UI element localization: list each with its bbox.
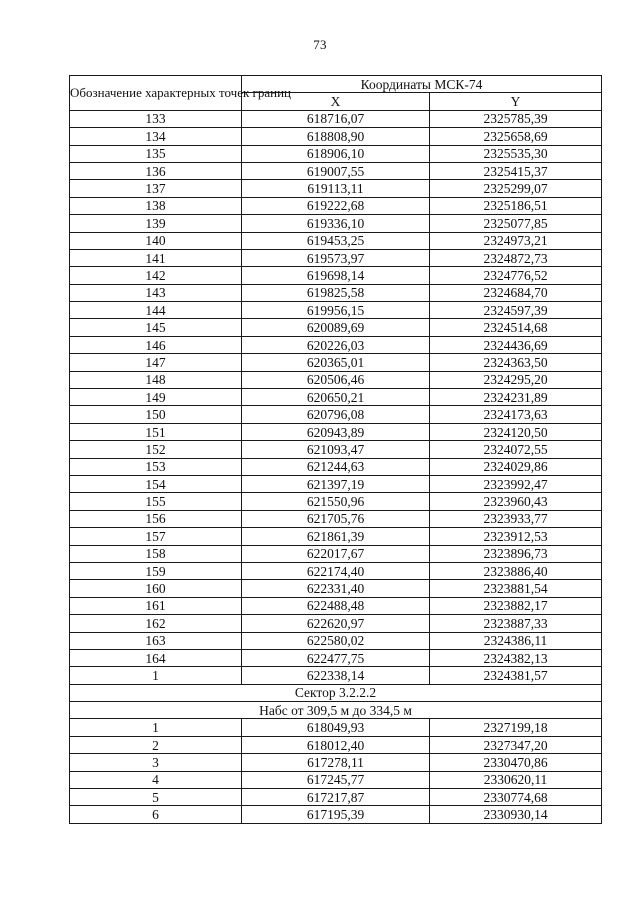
x-column-header: X (242, 93, 430, 110)
table-row (70, 475, 602, 492)
y-coordinate-cell: 2327347,20 (430, 736, 602, 753)
y-coordinate-cell: 2323960,43 (430, 493, 602, 510)
y-coordinate-cell: 2327199,18 (430, 719, 602, 736)
x-coordinate-cell: 618716,07 (242, 110, 430, 127)
point-id-cell: 158 (70, 545, 242, 562)
x-coordinate-cell: 622580,02 (242, 632, 430, 649)
point-id-cell: 140 (70, 232, 242, 249)
table-row (70, 354, 602, 371)
sector-row (70, 684, 602, 701)
y-coordinate-cell: 2325186,51 (430, 197, 602, 214)
y-coordinate-cell: 2323912,53 (430, 528, 602, 545)
y-coordinate-cell: 2325535,30 (430, 145, 602, 162)
point-id-cell: 141 (70, 249, 242, 266)
x-coordinate-cell: 618012,40 (242, 736, 430, 753)
table-row (70, 667, 602, 684)
table-row (70, 754, 602, 771)
x-coordinate-cell: 622620,97 (242, 615, 430, 632)
y-coordinate-cell: 2324776,52 (430, 267, 602, 284)
point-id-cell: 4 (70, 771, 242, 788)
table-row (70, 528, 602, 545)
table-row (70, 615, 602, 632)
point-id-cell: 146 (70, 336, 242, 353)
table-row (70, 632, 602, 649)
y-coordinate-cell: 2323882,17 (430, 597, 602, 614)
y-coordinate-cell: 2324386,11 (430, 632, 602, 649)
x-coordinate-cell: 620089,69 (242, 319, 430, 336)
point-id-cell: 163 (70, 632, 242, 649)
point-id-cell: 138 (70, 197, 242, 214)
y-coordinate-cell: 2323896,73 (430, 545, 602, 562)
points-column-header: Обозначение характерных точек границ (70, 76, 242, 111)
sector-section (70, 684, 602, 719)
y-coordinate-cell: 2323881,54 (430, 580, 602, 597)
point-id-cell: 143 (70, 284, 242, 301)
table-row (70, 406, 602, 423)
point-id-cell: 153 (70, 458, 242, 475)
y-coordinate-cell: 2330930,14 (430, 806, 602, 823)
point-id-cell: 148 (70, 371, 242, 388)
point-id-cell: 1 (70, 719, 242, 736)
y-coordinate-cell: 2325077,85 (430, 215, 602, 232)
x-coordinate-cell: 617278,11 (242, 754, 430, 771)
table-row (70, 597, 602, 614)
y-coordinate-cell: 2324295,20 (430, 371, 602, 388)
point-id-cell: 152 (70, 441, 242, 458)
x-coordinate-cell: 620943,89 (242, 423, 430, 440)
point-id-cell: 149 (70, 389, 242, 406)
y-coordinate-cell: 2325299,07 (430, 180, 602, 197)
table-row (70, 371, 602, 388)
y-coordinate-cell: 2324231,89 (430, 389, 602, 406)
point-id-cell: 137 (70, 180, 242, 197)
table-row (70, 458, 602, 475)
page-number: 73 (313, 37, 327, 52)
x-coordinate-cell: 621093,47 (242, 441, 430, 458)
coordinate-system-header: Координаты МСК-74 (242, 76, 602, 93)
table-row (70, 510, 602, 527)
y-coordinate-cell: 2324173,63 (430, 406, 602, 423)
x-coordinate-cell: 618808,90 (242, 128, 430, 145)
x-coordinate-cell: 621705,76 (242, 510, 430, 527)
point-id-cell: 151 (70, 423, 242, 440)
table-row (70, 441, 602, 458)
table-row (70, 319, 602, 336)
point-id-cell: 159 (70, 562, 242, 579)
point-id-cell: 161 (70, 597, 242, 614)
table-row (70, 336, 602, 353)
table-row (70, 389, 602, 406)
point-id-cell: 154 (70, 475, 242, 492)
x-coordinate-cell: 621550,96 (242, 493, 430, 510)
y-coordinate-cell: 2324120,50 (430, 423, 602, 440)
table-row (70, 562, 602, 579)
table-row (70, 128, 602, 145)
table-row (70, 232, 602, 249)
table-row (70, 162, 602, 179)
x-coordinate-cell: 620365,01 (242, 354, 430, 371)
table-row (70, 736, 602, 753)
x-coordinate-cell: 620650,21 (242, 389, 430, 406)
x-coordinate-cell: 621244,63 (242, 458, 430, 475)
table-row (70, 145, 602, 162)
point-id-cell: 144 (70, 302, 242, 319)
x-coordinate-cell: 618906,10 (242, 145, 430, 162)
table-row (70, 545, 602, 562)
x-coordinate-cell: 621861,39 (242, 528, 430, 545)
y-coordinate-cell: 2324072,55 (430, 441, 602, 458)
point-id-cell: 157 (70, 528, 242, 545)
x-coordinate-cell: 618049,93 (242, 719, 430, 736)
point-id-cell: 164 (70, 649, 242, 666)
y-coordinate-cell: 2330470,86 (430, 754, 602, 771)
table-row (70, 580, 602, 597)
point-id-cell: 139 (70, 215, 242, 232)
table-header-row (70, 76, 602, 93)
table-row (70, 302, 602, 319)
point-id-cell: 134 (70, 128, 242, 145)
x-coordinate-cell: 619336,10 (242, 215, 430, 232)
altitude-label: Набс от 309,5 м до 334,5 м (70, 702, 602, 719)
point-id-cell: 156 (70, 510, 242, 527)
sector-label: Сектор 3.2.2.2 (70, 684, 602, 701)
table-row (70, 649, 602, 666)
x-coordinate-cell: 617217,87 (242, 789, 430, 806)
point-id-cell: 145 (70, 319, 242, 336)
x-coordinate-cell: 620796,08 (242, 406, 430, 423)
point-id-cell: 150 (70, 406, 242, 423)
table-row (70, 284, 602, 301)
point-id-cell: 135 (70, 145, 242, 162)
y-coordinate-cell: 2325658,69 (430, 128, 602, 145)
y-coordinate-cell: 2323886,40 (430, 562, 602, 579)
x-coordinate-cell: 619825,58 (242, 284, 430, 301)
table-row (70, 249, 602, 266)
table-row (70, 493, 602, 510)
y-coordinate-cell: 2324363,50 (430, 354, 602, 371)
x-coordinate-cell: 622017,67 (242, 545, 430, 562)
y-coordinate-cell: 2324382,13 (430, 649, 602, 666)
table-row (70, 215, 602, 232)
y-coordinate-cell: 2330774,68 (430, 789, 602, 806)
y-coordinate-cell: 2324973,21 (430, 232, 602, 249)
altitude-row (70, 702, 602, 719)
table-row (70, 180, 602, 197)
x-coordinate-cell: 620226,03 (242, 336, 430, 353)
y-coordinate-cell: 2324684,70 (430, 284, 602, 301)
table-row (70, 771, 602, 788)
y-coordinate-cell: 2323887,33 (430, 615, 602, 632)
x-coordinate-cell: 619573,97 (242, 249, 430, 266)
y-coordinate-cell: 2325785,39 (430, 110, 602, 127)
x-coordinate-cell: 619698,14 (242, 267, 430, 284)
x-coordinate-cell: 617195,39 (242, 806, 430, 823)
table-row (70, 110, 602, 127)
x-coordinate-cell: 621397,19 (242, 475, 430, 492)
table-body-first (70, 110, 602, 684)
x-coordinate-cell: 617245,77 (242, 771, 430, 788)
x-coordinate-cell: 619007,55 (242, 162, 430, 179)
y-coordinate-cell: 2324436,69 (430, 336, 602, 353)
x-coordinate-cell: 622331,40 (242, 580, 430, 597)
y-coordinate-cell: 2324597,39 (430, 302, 602, 319)
table-row (70, 719, 602, 736)
y-coordinate-cell: 2325415,37 (430, 162, 602, 179)
point-id-cell: 160 (70, 580, 242, 597)
table-row (70, 423, 602, 440)
y-coordinate-cell: 2324872,73 (430, 249, 602, 266)
point-id-cell: 147 (70, 354, 242, 371)
x-coordinate-cell: 622477,75 (242, 649, 430, 666)
table-row (70, 197, 602, 214)
x-coordinate-cell: 622488,48 (242, 597, 430, 614)
y-coordinate-cell: 2323992,47 (430, 475, 602, 492)
table-body-second (70, 719, 602, 823)
point-id-cell: 155 (70, 493, 242, 510)
x-coordinate-cell: 622338,14 (242, 667, 430, 684)
y-coordinate-cell: 2323933,77 (430, 510, 602, 527)
point-id-cell: 162 (70, 615, 242, 632)
x-coordinate-cell: 619113,11 (242, 180, 430, 197)
point-id-cell: 142 (70, 267, 242, 284)
x-coordinate-cell: 622174,40 (242, 562, 430, 579)
coordinates-table (69, 75, 602, 824)
x-coordinate-cell: 619956,15 (242, 302, 430, 319)
point-id-cell: 2 (70, 736, 242, 753)
x-coordinate-cell: 619222,68 (242, 197, 430, 214)
y-column-header: Y (430, 93, 602, 110)
point-id-cell: 136 (70, 162, 242, 179)
y-coordinate-cell: 2330620,11 (430, 771, 602, 788)
point-id-cell: 3 (70, 754, 242, 771)
point-id-cell: 133 (70, 110, 242, 127)
table-row (70, 789, 602, 806)
y-coordinate-cell: 2324381,57 (430, 667, 602, 684)
point-id-cell: 5 (70, 789, 242, 806)
y-coordinate-cell: 2324029,86 (430, 458, 602, 475)
table-row (70, 267, 602, 284)
table-row (70, 806, 602, 823)
point-id-cell: 1 (70, 667, 242, 684)
point-id-cell: 6 (70, 806, 242, 823)
x-coordinate-cell: 620506,46 (242, 371, 430, 388)
y-coordinate-cell: 2324514,68 (430, 319, 602, 336)
x-coordinate-cell: 619453,25 (242, 232, 430, 249)
